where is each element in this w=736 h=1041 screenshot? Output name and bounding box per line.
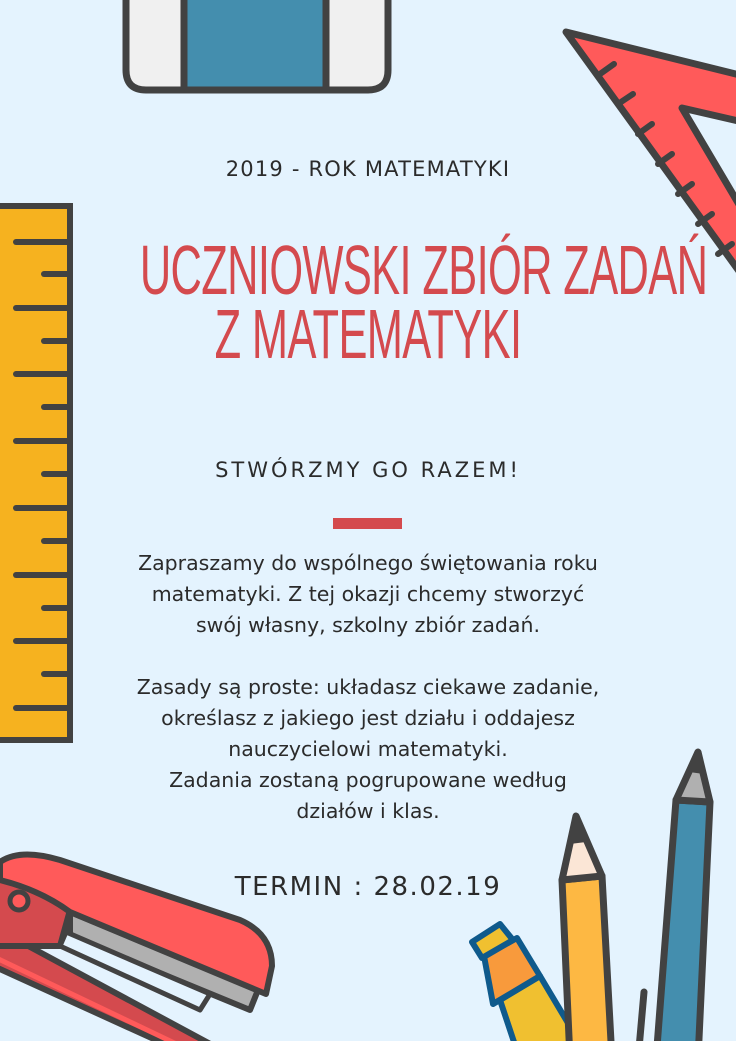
title-line-1: UCZNIOWSKI ZBIÓR ZADAŃ: [139, 231, 708, 309]
text-line: nauczycielowi matematyki.: [228, 737, 508, 761]
stick-icon: [638, 992, 644, 1041]
pencil-yellow-icon: [562, 816, 612, 1041]
text-line: określasz z jakiego jest działu i oddajesz: [161, 706, 575, 730]
red-divider: [333, 518, 402, 529]
text-line: matematyki. Z tej okazji chcemy stworzyć: [151, 582, 585, 606]
text-line: Zapraszamy do wspólnego świętowania roku: [138, 551, 598, 575]
poster-subtitle: 2019 - ROK MATEMATYKI: [225, 157, 511, 181]
eraser-icon: [126, 0, 388, 90]
rules-paragraph: [0, 672, 736, 827]
poster-title: [139, 231, 708, 373]
text-line: działów i klas.: [296, 799, 440, 823]
poster-tagline: STWÓRZMY GO RAZEM!: [215, 458, 521, 482]
deadline: TERMIN : 28.02.19: [234, 872, 502, 902]
title-line-2: Z MATEMATYKI: [214, 295, 522, 373]
invitation-paragraph: [0, 548, 736, 641]
text-line: Zadania zostaną pogrupowane według: [169, 768, 567, 792]
poster-body: [0, 548, 736, 827]
text-line: Zasady są proste: układasz ciekawe zadanie,: [136, 675, 600, 699]
text-line: swój własny, szkolny zbiór zadań.: [195, 613, 540, 637]
